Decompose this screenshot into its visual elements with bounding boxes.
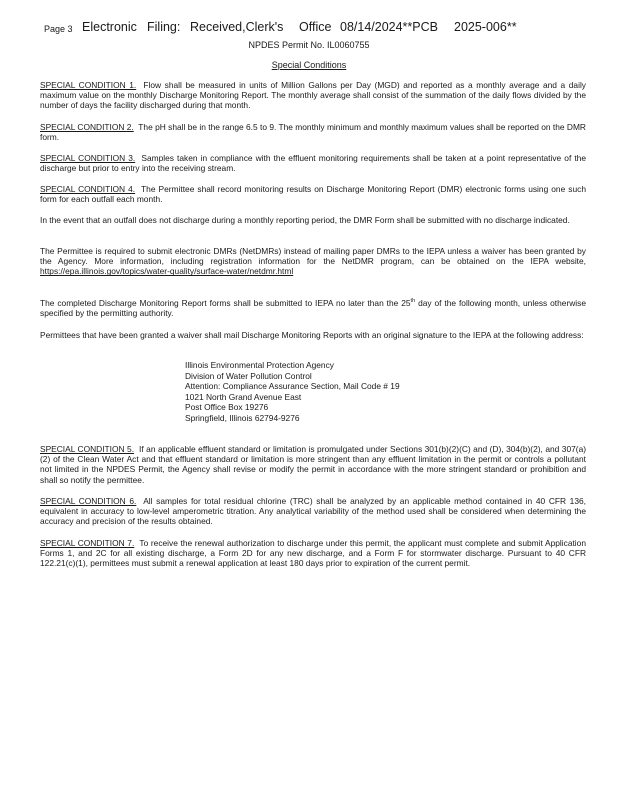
special-condition-6 xyxy=(40,496,586,527)
filing-header xyxy=(44,20,584,36)
waiver-paragraph xyxy=(40,330,586,340)
condition-label: SPECIAL CONDITION 7. xyxy=(40,538,135,548)
paragraph-text-after: day of the following month, unless otherwise specified by the permitting authority. xyxy=(40,298,586,319)
special-condition-4 xyxy=(40,184,586,204)
paragraph-text: The Permittee is required to submit electronic DMRs (NetDMRs) instead of mailing paper DMRs to the IEPA unless a waiver has been granted by the Agency. More information, including registration information for the NetDMR program, can be obtained on the IEPA website, xyxy=(40,246,586,267)
no-discharge-paragraph xyxy=(40,215,586,225)
mailing-address xyxy=(185,360,400,424)
condition-text: If an applicable effluent standard or limitation is promulgated under Sections 301(b)(2)(C) and (D), 304(b)(2), and 307(a)(2) of the Clean Water Act and that effluent standard or limitation is more stringent than any effluent limitation in the permit or controls a pollutant not limited in the NPDES Permit, the Agency shall revise or modify the permit in accordance with the more stringent standard or prohibition and shall so notify the permittee. xyxy=(40,444,587,485)
address-line: Attention: Compliance Assurance Section, Mail Code # 19 xyxy=(185,381,400,392)
condition-text: The Permittee shall record monitoring results on Discharge Monitoring Report (DMR) electronic forms using one such form for each outfall each month. xyxy=(40,184,586,205)
condition-text: Samples taken in compliance with the effluent monitoring requirements shall be taken at a point representative of the discharge but prior to entry into the receiving stream. xyxy=(40,153,586,174)
condition-text: All samples for total residual chlorine (TRC) shall be analyzed by an applicable method contained in 40 CFR 136, equivalent in accuracy to low-level amperometric titration. Any analytical variability of the method used shall be considered when determining the accuracy and precision of the results obtained. xyxy=(40,496,586,527)
header-case-number: 2025-006** xyxy=(454,20,517,34)
condition-label: SPECIAL CONDITION 3. xyxy=(40,153,136,163)
page-number: Page 3 xyxy=(44,24,73,34)
header-date: 08/14/2024**PCB xyxy=(340,20,438,34)
special-condition-7 xyxy=(40,538,586,569)
condition-text: To receive the renewal authorization to discharge under this permit, the applicant must complete and submit Application Forms 1, and 2C for all existing discharge, a Form 2D for any new discharge, and a Form F for stormwater discharge. Pursuant to 40 CFR 122.21(c)(1), permittees must submit a renewal application at least 180 days prior to expiration of the current permit. xyxy=(40,538,586,569)
netdmr-link[interactable]: https://epa.illinois.gov/topics/water-quality/surface-water/netdmr.html xyxy=(40,266,294,277)
address-line: Illinois Environmental Protection Agency xyxy=(185,360,334,370)
header-filing: Filing: xyxy=(147,20,181,34)
paragraph-text: In the event that an outfall does not discharge during a monthly reporting period, the DMR Form shall be submitted with no discharge indicated. xyxy=(40,215,570,225)
condition-label: SPECIAL CONDITION 5. xyxy=(40,444,135,454)
address-line: Springfield, Illinois 62794-9276 xyxy=(185,412,300,423)
paragraph-text: Permittees that have been granted a waiver shall mail Discharge Monitoring Reports with an original signature to the IEPA at the following address: xyxy=(40,330,584,340)
netdmr-paragraph xyxy=(40,246,586,277)
condition-text: Flow shall be measured in units of Million Gallons per Day (MGD) and reported as a monthly average and a daily maximum value on the monthly Discharge Monitoring Report. The monthly average shall consist of the summation of the daily flows divided by the number of days the facility discharged during that month. xyxy=(40,80,586,111)
condition-label: SPECIAL CONDITION 2. xyxy=(40,122,134,132)
header-office: Office xyxy=(299,20,332,34)
special-condition-3 xyxy=(40,153,586,173)
address-line: Post Office Box 19276 xyxy=(185,402,269,413)
condition-label: SPECIAL CONDITION 4. xyxy=(40,184,136,194)
permit-number: NPDES Permit No. IL0060755 xyxy=(248,40,370,50)
special-condition-1 xyxy=(40,80,586,111)
special-condition-2 xyxy=(40,122,586,142)
paragraph-text-before: The completed Discharge Monitoring Report forms shall be submitted to IEPA no later than the 25 xyxy=(40,298,411,308)
special-condition-5 xyxy=(40,444,586,485)
ordinal-suffix: th xyxy=(410,298,416,305)
completed-dmr-paragraph xyxy=(40,298,586,318)
condition-text: The pH shall be in the range 6.5 to 9. The monthly minimum and monthly maximum values shall be reported on the DMR form. xyxy=(40,122,586,143)
header-electronic: Electronic xyxy=(82,20,137,34)
header-received: Received,Clerk's xyxy=(190,20,284,34)
condition-label: SPECIAL CONDITION 1. xyxy=(40,80,137,90)
address-line: 1021 North Grand Avenue East xyxy=(185,391,302,402)
address-line: Division of Water Pollution Control xyxy=(185,370,312,381)
condition-label: SPECIAL CONDITION 6. xyxy=(40,496,137,506)
section-title: Special Conditions xyxy=(271,60,347,70)
